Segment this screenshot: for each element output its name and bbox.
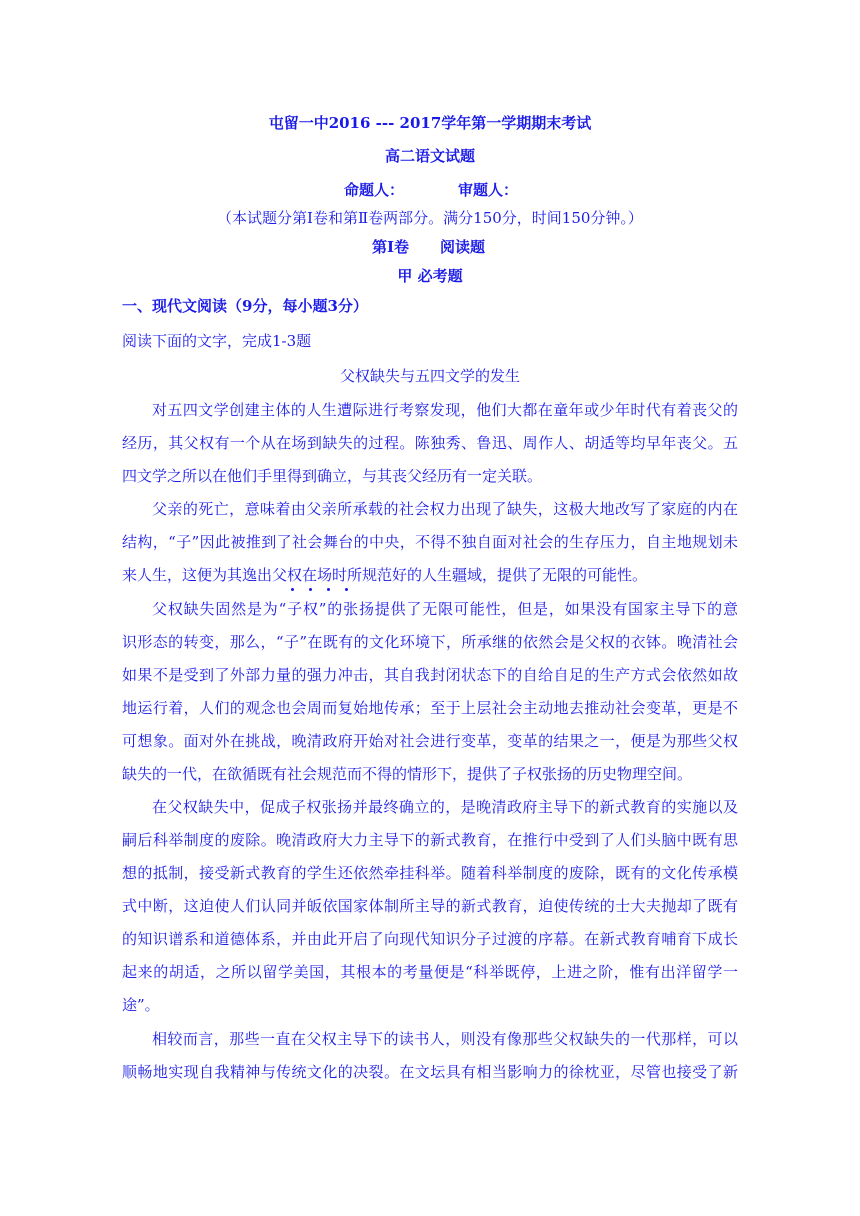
paragraph-line: 对五四文学创建主体的人生遭际进行考察发现，他们大都在童年或少年时代有着丧父的	[152, 401, 738, 419]
setter-label: 命题人：	[344, 181, 405, 199]
paragraph-line: 四文学之所以在他们手里得到确立，与其丧父经历有一定关联。	[122, 467, 543, 485]
paragraph-line: 识形态的转变，那么，“子”在既有的文化环境下，所承继的依然会是父权的衣钵。晚清社会	[122, 633, 738, 651]
part-name: 阅读题	[440, 238, 486, 256]
section-label: 甲 必考题	[397, 267, 463, 285]
paragraph-line: 如果不是受到了外部力量的强力冲击，其自我封闭状态下的自给自足的生产方式会依然如故	[122, 666, 738, 684]
article-title: 父权缺失与五四文学的发生	[339, 367, 520, 385]
emphasis-dot	[345, 588, 348, 591]
paragraph-line: 嗣后科举制度的废除。晚清政府大力主导下的新式教育，在推行中受到了人们头脑中既有思	[122, 831, 738, 849]
paragraph-line: 的知识谱系和道德体系，并由此开启了向现代知识分子过渡的序幕。在新式教育哺育下成长	[122, 930, 738, 948]
paragraph-line: 相较而言，那些一直在父权主导下的读书人，则没有像那些父权缺失的一代那样，可以	[152, 1030, 738, 1048]
question-instruction: 阅读下面的文字，完成1-3题	[122, 332, 312, 350]
exam-title: 屯留一中2016 --- 2017学年第一学期期末考试	[268, 114, 592, 132]
paragraph-line: 父权缺失固然是为“子权”的张扬提供了无限可能性，但是，如果没有国家主导下的意	[152, 600, 738, 618]
paragraph-line: 顺畅地实现自我精神与传统文化的决裂。在文坛具有相当影响力的徐枕亚，尽管也接受了新	[122, 1063, 738, 1081]
paragraph-line: 起来的胡适，之所以留学美国，其根本的考量便是“科举既停，上进之阶，惟有出洋留学一	[122, 963, 738, 981]
emphasis-dot	[309, 588, 312, 591]
paragraph-line: 地运行着，人们的观念也会周而复始地传承；至于上层社会主动地去推动社会变革，更是不	[122, 699, 738, 717]
exam-subtitle: 高二语文试题	[384, 147, 475, 165]
emphasis-dot	[327, 588, 330, 591]
exam-note: （本试题分第Ⅰ卷和第Ⅱ卷两部分。满分150分，时间150分钟。）	[217, 209, 643, 227]
paragraph-line: 来人生，这便为其逸出父权在场时所规范好的人生疆域，提供了无限的可能性。	[122, 566, 648, 584]
paragraph-line: 父亲的死亡，意味着由父亲所承载的社会权力出现了缺失，这极大地改写了家庭的内在	[152, 500, 738, 518]
paragraph-line: 经历，其父权有一个从在场到缺失的过程。陈独秀、鲁迅、周作人、胡适等均早年丧父。五	[122, 434, 738, 452]
emphasis-dot	[291, 588, 294, 591]
paragraph-line: 想的抵制，接受新式教育的学生还依然牵挂科举。随着科举制度的废除，既有的文化传承模	[122, 864, 738, 882]
paragraph-line: 可想象。面对外在挑战，晚清政府开始对社会进行变革，变革的结果之一，便是为那些父权	[122, 732, 738, 750]
paragraph-line: 式中断，这迫使人们认同并皈依国家体制所主导的新式教育，迫使传统的士大夫抛却了既有	[122, 897, 738, 915]
paragraph-line: 缺失的一代，在欲循既有社会规范而不得的情形下，提供了子权张扬的历史物理空间。	[122, 765, 693, 783]
paragraph-line: 结构，“子”因此被推到了社会舞台的中央，不得不独自面对社会的生存压力，自主地规划未	[122, 533, 738, 551]
paragraph-line: 途”。	[122, 996, 160, 1014]
emphasis-dots	[288, 588, 358, 594]
reviewer-label: 审题人：	[458, 181, 519, 199]
paragraph-line: 在父权缺失中，促成子权张扬并最终确立的，是晚清政府主导下的新式教育的实施以及	[152, 798, 738, 816]
question-heading: 一、现代文阅读（9分，每小题3分）	[122, 297, 368, 315]
part-label: 第Ⅰ卷	[372, 238, 410, 256]
